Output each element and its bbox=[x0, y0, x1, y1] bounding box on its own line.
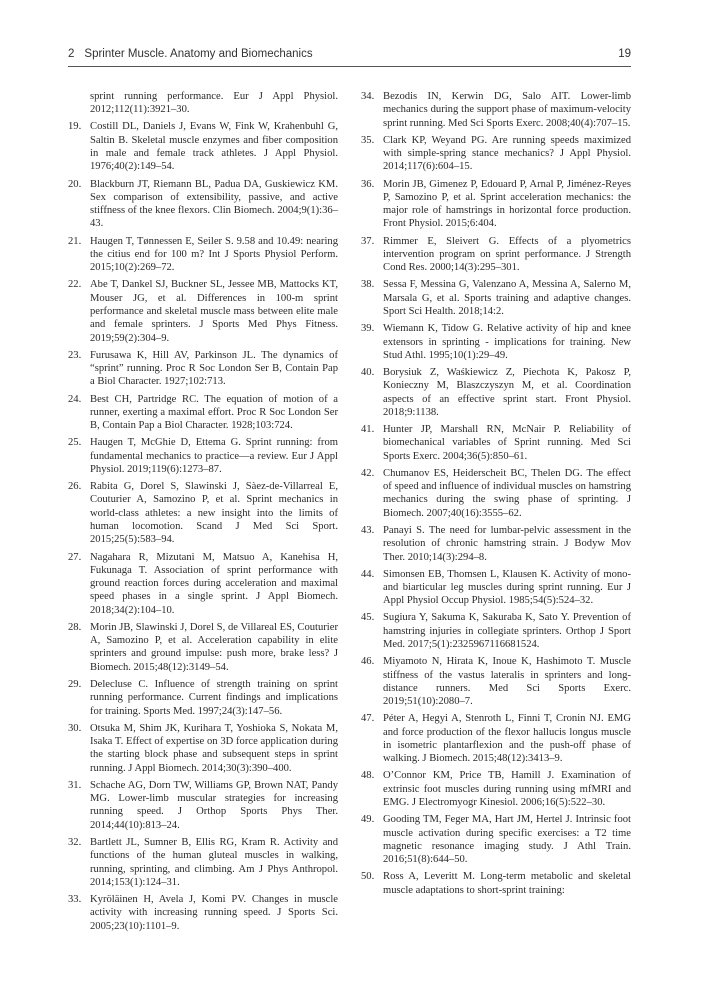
reference-text: Chumanov ES, Heiderscheit BC, Thelen DG. The effect of speed and influence of individual muscles on hamstring mechanics during the swing phase of sprinting. J Biomech. 2007;40(16):3555–62. bbox=[383, 467, 631, 519]
reference-entry bbox=[68, 436, 338, 476]
reference-number: 25. bbox=[68, 437, 82, 449]
reference-text: Panayi S. The need for lumbar-pelvic assessment in the resolution of chronic hamstring strain. J Bodyw Mov Ther. 2010;14(3):294–8. bbox=[383, 524, 631, 563]
reference-number: 41. bbox=[361, 424, 375, 436]
reference-number: 33. bbox=[68, 893, 82, 905]
reference-text: Costill DL, Daniels J, Evans W, Fink W, Krahenbuhl G, Saltin B. Skeletal muscle enzymes and fiber composition in male and female track athletes. J Appl Physiol. 1976;40(2):149–54. bbox=[90, 121, 338, 173]
reference-text: Gooding TM, Feger MA, Hart JM, Hertel J. Intrinsic foot muscle activation during specific exercises: a T2 time magnetic resonance imaging study. J Athl Train. 2016;51(8):644–50. bbox=[383, 814, 631, 866]
reference-text: Clark KP, Weyand PG. Are running speeds maximized with simple-spring stance mechanics? J Appl Physiol. 2014;117(6):604–15. bbox=[383, 134, 631, 173]
reference-number: 27. bbox=[68, 551, 82, 563]
reference-text: Rimmer E, Sleivert G. Effects of a plyometrics intervention program on sprint performance. J Strength Cond Res. 2000;14(3):295–301. bbox=[383, 235, 631, 274]
reference-entry bbox=[361, 235, 631, 275]
reference-entry bbox=[361, 568, 631, 608]
reference-text: Haugen T, McGhie D, Ettema G. Sprint running: from fundamental mechanics to practice—a review. Eur J Appl Physiol. 2019;119(6):1273–87. bbox=[90, 437, 338, 475]
reference-entry bbox=[68, 551, 338, 617]
reference-entry bbox=[361, 655, 631, 708]
reference-number: 36. bbox=[361, 178, 375, 190]
reference-text: sprint running performance. Eur J Appl Physiol. 2012;112(11):3921–30. bbox=[90, 91, 338, 116]
reference-number: 46. bbox=[361, 656, 375, 668]
reference-number: 28. bbox=[68, 621, 82, 633]
reference-text: Morin JB, Slawinski J, Dorel S, de Villareal ES, Couturier A, Samozino P, et al. Acceleration capability in elite sprinters and ground impulse: push more, brake less? J Biomech. 2015;48(12):3149–54. bbox=[90, 621, 338, 673]
reference-number: 43. bbox=[361, 524, 375, 536]
reference-number: 35. bbox=[361, 134, 375, 146]
reference-text: Schache AG, Dorn TW, Williams GP, Brown NAT, Pandy MG. Lower-limb muscular strategies for increasing running speed. J Orthop Sports Phys Ther. 2014;44(10):813–24. bbox=[90, 779, 338, 831]
reference-text: Wiemann K, Tidow G. Relative activity of hip and knee extensors in sprinting - implications for training. New Stud Athl. 1995;10(1):29–49. bbox=[383, 323, 631, 361]
reference-entry bbox=[68, 178, 338, 231]
chapter-heading bbox=[68, 48, 313, 60]
reference-entry bbox=[68, 621, 338, 674]
chapter-number: 2 bbox=[68, 48, 75, 60]
reference-entry bbox=[361, 769, 631, 809]
reference-text: Otsuka M, Shim JK, Kurihara T, Yoshioka S, Nokata M, Isaka T. Effect of expertise on 3D force application during the starting block phase and subsequent steps in sprint running. J Appl Biomech. 2014;30(3):390–400. bbox=[90, 722, 338, 774]
reference-number: 26. bbox=[68, 481, 82, 493]
reference-number: 40. bbox=[361, 366, 375, 378]
reference-entry bbox=[361, 278, 631, 318]
page-number: 19 bbox=[618, 48, 631, 60]
reference-number: 49. bbox=[361, 814, 375, 826]
reference-text: Best CH, Partridge RC. The equation of motion of a runner, exerting a maximal effort. Proc R Soc London Ser B, Contain Pap a Biol Character. 1928;103:724. bbox=[90, 393, 338, 432]
reference-entry bbox=[68, 120, 338, 173]
reference-entry bbox=[361, 611, 631, 651]
reference-number: 37. bbox=[361, 235, 375, 247]
reference-entry bbox=[68, 722, 338, 775]
reference-entry bbox=[361, 467, 631, 520]
reference-number: 22. bbox=[68, 279, 82, 291]
reference-text: Simonsen EB, Thomsen L, Klausen K. Activity of mono- and biarticular leg muscles during sprint running. Eur J Appl Physiol Occup Physiol. 1985;54(5):524–32. bbox=[383, 568, 631, 607]
reference-number: 50. bbox=[361, 871, 375, 883]
reference-number: 39. bbox=[361, 323, 375, 335]
reference-text: Furusawa K, Hill AV, Parkinson JL. The dynamics of “sprint” running. Proc R Soc London Ser B, Contain Pap a Biol Character. 1927;102:713. bbox=[90, 349, 338, 388]
reference-entry bbox=[361, 366, 631, 419]
reference-number: 31. bbox=[68, 779, 82, 791]
reference-entry bbox=[361, 90, 631, 130]
reference-entry bbox=[68, 480, 338, 546]
reference-text: Sessa F, Messina G, Valenzano A, Messina A, Salerno M, Marsala G, et al. Sports training and adaptive changes. Sport Sci Health. 2018;14:2. bbox=[383, 279, 631, 318]
reference-text: Bartlett JL, Sumner B, Ellis RG, Kram R. Activity and functions of the human gluteal muscles in walking, running, sprinting, and climbing. Am J Phys Anthropol. 2014;153(1):124–31. bbox=[90, 836, 338, 888]
reference-entry bbox=[68, 278, 338, 344]
reference-text: O’Connor KM, Price TB, Hamill J. Examination of extrinsic foot muscles during running using mfMRI and EMG. J Electromyogr Kinesiol. 2006;16(5):522–30. bbox=[383, 770, 631, 809]
header-divider bbox=[68, 66, 631, 67]
reference-entry bbox=[68, 349, 338, 389]
reference-entry bbox=[68, 893, 338, 933]
reference-text: Bezodis IN, Kerwin DG, Salo AIT. Lower-limb mechanics during the support phase of maximum-velocity sprint running. Med Sci Sports Exerc. 2008;40(4):707–15. bbox=[383, 91, 631, 129]
reference-text: Delecluse C. Influence of strength training on sprint running performance. Current findings and implications for training. Sports Med. 1997;24(3):147–56. bbox=[90, 678, 338, 717]
reference-entry bbox=[68, 235, 338, 275]
reference-text: Abe T, Dankel SJ, Buckner SL, Jessee MB, Mattocks KT, Mouser JG, et al. Differences in 100-m sprint performance and skeletal muscle mass between elite male and female sprinters. J Sports Med Phys Fitness. 2019;59(2):304–9. bbox=[90, 279, 338, 344]
reference-number: 32. bbox=[68, 836, 82, 848]
reference-entry bbox=[361, 813, 631, 866]
reference-entry bbox=[361, 423, 631, 463]
reference-number: 34. bbox=[361, 91, 375, 102]
reference-text: Morin JB, Gimenez P, Edouard P, Arnal P, Jiménez-Reyes P, Samozino P, et al. Sprint acceleration mechanics: the major role of hamstrings in horizontal force production. Front Physiol. 2015;6:404. bbox=[383, 178, 631, 230]
reference-text: Ross A, Leveritt M. Long-term metabolic and skeletal muscle adaptations to short-sprint training: bbox=[383, 871, 631, 896]
reference-number: 30. bbox=[68, 722, 82, 734]
reference-entry bbox=[361, 870, 631, 897]
reference-text: Haugen T, Tønnessen E, Seiler S. 9.58 and 10.49: nearing the citius end for 100 m? Int J Sports Physiol Perform. 2015;10(2):269–72. bbox=[90, 235, 338, 274]
reference-text: Blackburn JT, Riemann BL, Padua DA, Guskiewicz KM. Sex comparison of extensibility, passive, and active stiffness of the knee flexors. Clin Biomech. 2004;9(1):36–43. bbox=[90, 178, 338, 230]
reference-entry bbox=[68, 779, 338, 832]
reference-number: 38. bbox=[361, 279, 375, 291]
reference-number: 24. bbox=[68, 393, 82, 405]
reference-entry bbox=[68, 836, 338, 889]
reference-text: Nagahara R, Mizutani M, Matsuo A, Kanehisa H, Fukunaga T. Association of sprint performance with ground reaction forces during acceleration and maximal speed phases in a single sprint. J Appl Biomech. 2018;34(2):104–10. bbox=[90, 551, 338, 616]
reference-text: Péter A, Hegyi A, Stenroth L, Finni T, Cronin NJ. EMG and force production of the flexor hallucis longus muscle in isometric plantarflexion and the push-off phase of walking. J Biomech. 2015;48(12):3413–9. bbox=[383, 713, 631, 765]
reference-entry bbox=[68, 90, 338, 117]
reference-number: 47. bbox=[361, 713, 375, 725]
reference-text: Hunter JP, Marshall RN, McNair P. Reliability of biomechanical variables of Sprint running. Med Sci Sports Exerc. 2004;36(5):850–61. bbox=[383, 424, 631, 462]
reference-number: 19. bbox=[68, 121, 82, 133]
reference-entry bbox=[361, 322, 631, 362]
chapter-title: Sprinter Muscle. Anatomy and Biomechanics bbox=[84, 48, 313, 60]
reference-number: 48. bbox=[361, 770, 375, 782]
reference-number: 44. bbox=[361, 568, 375, 580]
running-header bbox=[68, 46, 631, 64]
reference-text: Sugiura Y, Sakuma K, Sakuraba K, Sato Y. Prevention of hamstring injuries in collegiate sprinters. Orthop J Sport Med. 2017;5(1):2325967116681524. bbox=[383, 612, 631, 651]
reference-number: 42. bbox=[361, 467, 375, 479]
reference-number: 45. bbox=[361, 612, 375, 624]
reference-entry bbox=[361, 178, 631, 231]
reference-text: Kyröläinen H, Avela J, Komi PV. Changes in muscle activity with increasing running speed. J Sports Sci. 2005;23(10):1101–9. bbox=[90, 893, 338, 932]
reference-text: Miyamoto N, Hirata K, Inoue K, Hashimoto T. Muscle stiffness of the vastus lateralis in sprinters and long-distance runners. Med Sci Sports Exerc. 2019;51(10):2080–7. bbox=[383, 656, 631, 708]
reference-number: 23. bbox=[68, 349, 82, 361]
references-right-column bbox=[361, 90, 631, 901]
reference-entry bbox=[361, 134, 631, 174]
reference-number: 21. bbox=[68, 235, 82, 247]
reference-entry bbox=[68, 393, 338, 433]
reference-entry bbox=[361, 524, 631, 564]
reference-text: Rabita G, Dorel S, Slawinski J, Sàez-de-Villarreal E, Couturier A, Samozino P, et al. Sprint mechanics in world-class athletes: a new insight into the limits of human locomotion. Scand J Med Sci Sport. 2015;25(5):583–94. bbox=[90, 481, 338, 546]
reference-number: 29. bbox=[68, 678, 82, 690]
reference-number: 20. bbox=[68, 178, 82, 190]
references-left-column bbox=[68, 90, 338, 937]
reference-entry bbox=[68, 678, 338, 718]
reference-text: Borysiuk Z, Waśkiewicz Z, Piechota K, Pakosz P, Konieczny M, Blaszczyszyn M, et al. Coordination aspects of an effective sprint start. Front Physiol. 2018;9:1138. bbox=[383, 366, 631, 418]
reference-entry bbox=[361, 712, 631, 765]
